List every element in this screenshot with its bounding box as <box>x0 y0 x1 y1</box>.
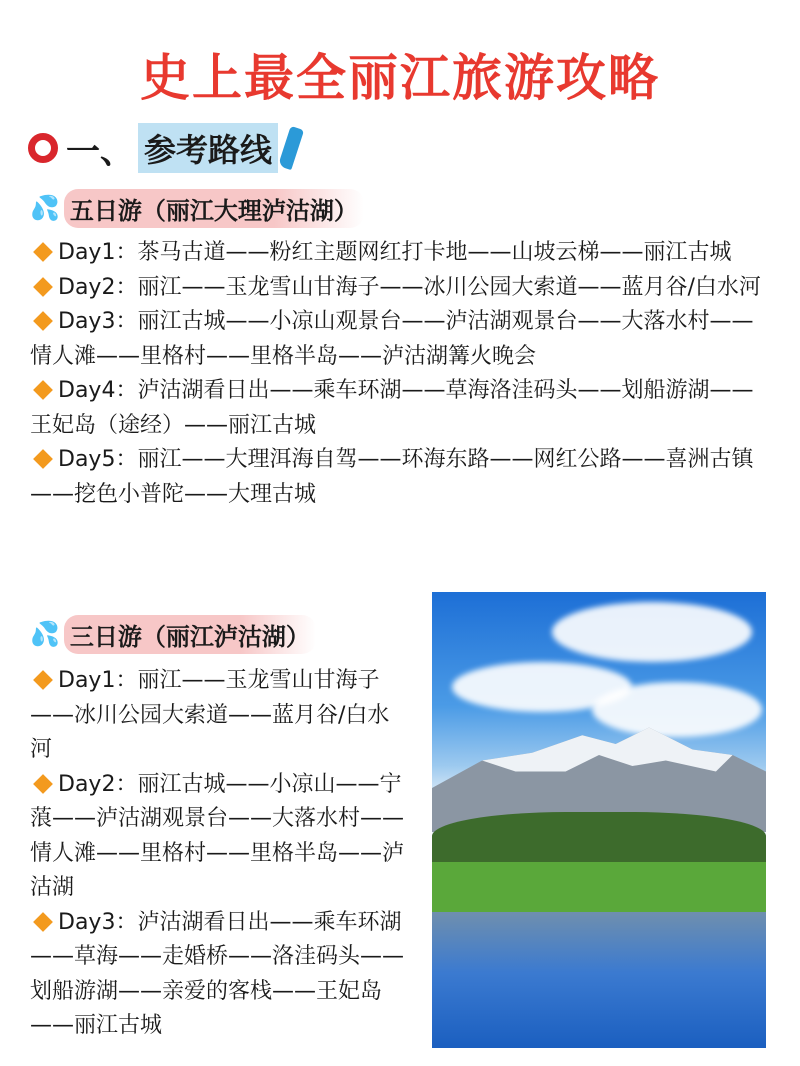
itinerary-text: Day2：丽江古城——小凉山——宁蒗——泸沽湖观景台——大落水村——情人滩——里格村——里格半岛——泸沽湖 <box>30 771 405 900</box>
itinerary-item <box>30 305 770 374</box>
orange-diamond-icon <box>33 449 53 469</box>
three-day-itinerary <box>30 664 410 1044</box>
orange-diamond-icon <box>33 242 53 262</box>
itinerary-text: Day5：丽江——大理洱海自驾——环海东路——网红公路——喜洲古镇——挖色小普陀——大理古城 <box>30 447 754 507</box>
three-day-heading <box>30 614 316 654</box>
itinerary-item <box>30 664 410 768</box>
itinerary-text: Day3：泸沽湖看日出——乘车环湖——草海——走婚桥——洛洼码头——划船游湖——亲爱的客栈——王妃岛——丽江古城 <box>30 909 405 1038</box>
orange-diamond-icon <box>33 277 53 297</box>
orange-diamond-icon <box>33 311 53 331</box>
sweat-droplets-icon: 💦 <box>30 620 60 648</box>
section-heading <box>28 120 298 176</box>
itinerary-text: Day1：茶马古道——粉红主题网红打卡地——山坡云梯——丽江古城 <box>58 240 732 265</box>
three-day-heading-label: 三日游（丽江泸沽湖） <box>64 615 316 654</box>
itinerary-item <box>30 271 770 306</box>
itinerary-item <box>30 374 770 443</box>
highlighter-pen-icon <box>278 126 304 170</box>
red-circle-icon <box>28 133 58 163</box>
orange-diamond-icon <box>33 912 53 932</box>
orange-diamond-icon <box>33 670 53 690</box>
sweat-droplets-icon: 💦 <box>30 194 60 222</box>
jade-dragon-snow-mountain-photo <box>432 592 766 1048</box>
itinerary-item <box>30 236 770 271</box>
itinerary-text: Day3：丽江古城——小凉山观景台——泸沽湖观景台——大落水村——情人滩——里格村——里格半岛——泸沽湖篝火晚会 <box>30 309 754 369</box>
orange-diamond-icon <box>33 380 53 400</box>
itinerary-text: Day2：丽江——玉龙雪山甘海子——冰川公园大索道——蓝月谷/白水河 <box>58 274 761 300</box>
itinerary-item <box>30 768 410 906</box>
itinerary-item <box>30 443 770 512</box>
page-title: 史上最全丽江旅游攻略 <box>140 49 660 107</box>
itinerary-item <box>30 906 410 1044</box>
itinerary-text: Day4：泸沽湖看日出——乘车环湖——草海洛洼码头——划船游湖——王妃岛（途经）——丽江古城 <box>30 378 754 438</box>
five-day-heading-label: 五日游（丽江大理泸沽湖） <box>64 189 364 228</box>
section-number: 一、 <box>66 131 134 172</box>
five-day-heading <box>30 188 364 228</box>
section-label: 参考路线 <box>138 123 278 173</box>
five-day-itinerary <box>30 236 770 512</box>
itinerary-text: Day1：丽江——玉龙雪山甘海子——冰川公园大索道——蓝月谷/白水河 <box>30 668 390 762</box>
orange-diamond-icon <box>33 774 53 794</box>
